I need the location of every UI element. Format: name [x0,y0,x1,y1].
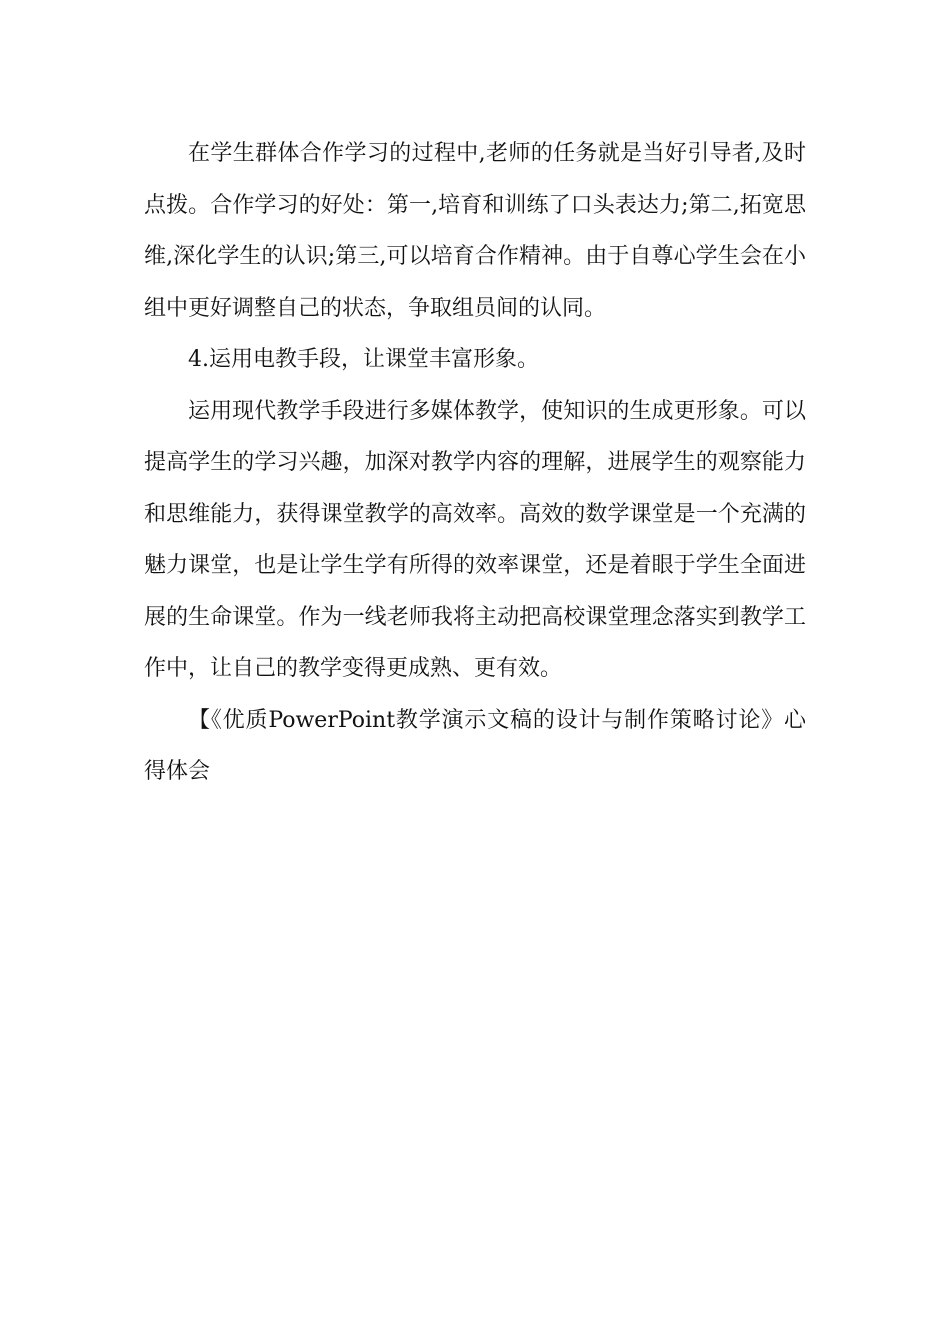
section-heading-electronic-teaching: 4.运用电教手段，让课堂丰富形象。 [188,347,539,372]
document-body [144,128,806,798]
paragraph-multimedia-teaching: 运用现代教学手段进行多媒体教学，使知识的生成更形象。可以提高学生的学习兴趣，加深对教学内容的理解，进展学生的观察能力和思维能力，获得课堂教学的高效率。高效的数学课堂是一个充满的魅力课堂，也是让学生学有所得的效率课堂，还是着眼于学生全面进展的生命课堂。作为一线老师我将主动把高校课堂理念落实到教学工作中，让自己的教学变得更成熟、更有效。 [144,398,806,681]
paragraph-cooperative-learning: 在学生群体合作学习的过程中,老师的任务就是当好引导者,及时点拨。合作学习的好处：第一,培育和训练了口头表达力;第二,拓宽思维,深化学生的认识;第三,可以培育合作精神。由于自尊心学生会在小组中更好调整自己的状态，争取组员间的认同。 [144,141,806,321]
paragraph-reflection-title: 【《优质PowerPoint教学演示文稿的设计与制作策略讨论》心得体会 [144,707,806,784]
